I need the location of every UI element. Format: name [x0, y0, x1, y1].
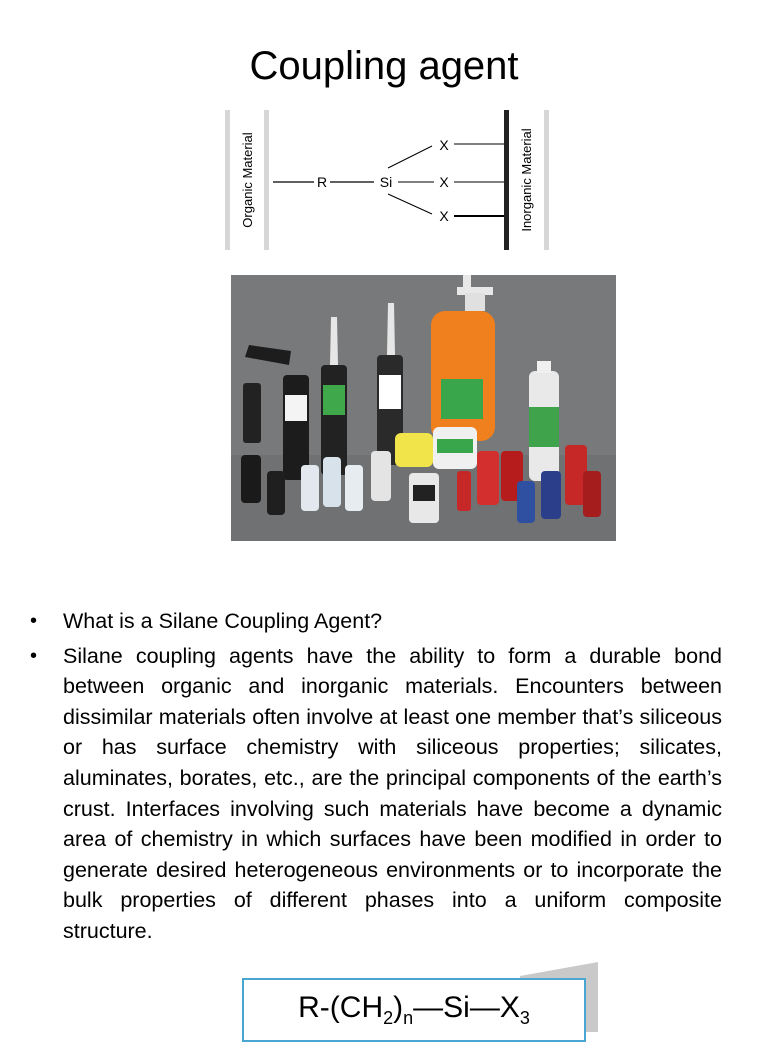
x-group-middle-label: X	[439, 174, 449, 190]
inorganic-material-label: Inorganic Material	[519, 128, 534, 232]
formula-part-1: R-(CH	[298, 991, 384, 1024]
organic-material-label: Organic Material	[240, 132, 255, 228]
si-x-bond-lower	[388, 194, 432, 214]
formula-part-3: —Si—X	[413, 991, 520, 1024]
coupling-diagram	[222, 110, 552, 252]
r-group-label: R	[316, 174, 328, 190]
inorganic-wall-shade	[544, 110, 549, 250]
organic-wall-shade	[225, 110, 230, 250]
x-group-upper-label: X	[439, 137, 449, 153]
bullet-text: Silane coupling agents have the ability to form a durable bond between organic and inorganic materials. Encounters between dissimilar materials often involve at least one member that’s siliceous or has surface chemistry with siliceous properties; silicates, aluminates, borates, etc., are the principal components of the earth’s crust. Interfaces involving such materials have become a dynamic area of chemistry in which surfaces have been modified in order to generate desired heterogeneous environments or to incorporate the bulk properties of different phases into a uniform composite structure.	[63, 643, 722, 943]
adhesive-products-photo	[231, 275, 616, 541]
formula-subscript-2: 2	[383, 1008, 394, 1028]
bullet-item-description	[30, 641, 722, 947]
bullet-marker: •	[30, 644, 38, 667]
si-x-bond-upper	[388, 146, 432, 168]
bullet-text: What is a Silane Coupling Agent?	[63, 609, 383, 633]
organic-wall-edge	[264, 110, 269, 250]
slide-title: Coupling agent	[249, 44, 519, 88]
formula-part-2: )	[393, 991, 404, 1024]
x-group-lower-label: X	[439, 208, 449, 224]
spray-can-image	[529, 361, 559, 481]
silicon-label: Si	[379, 174, 393, 190]
bullet-marker: •	[30, 610, 38, 632]
formula-subscript-3: 3	[519, 1008, 530, 1028]
inorganic-wall	[504, 110, 509, 250]
bullet-list	[30, 606, 722, 951]
silane-formula	[244, 990, 584, 1036]
formula-panel	[242, 978, 586, 1042]
bullet-item-question	[30, 606, 722, 637]
formula-subscript-n: n	[403, 1008, 414, 1028]
